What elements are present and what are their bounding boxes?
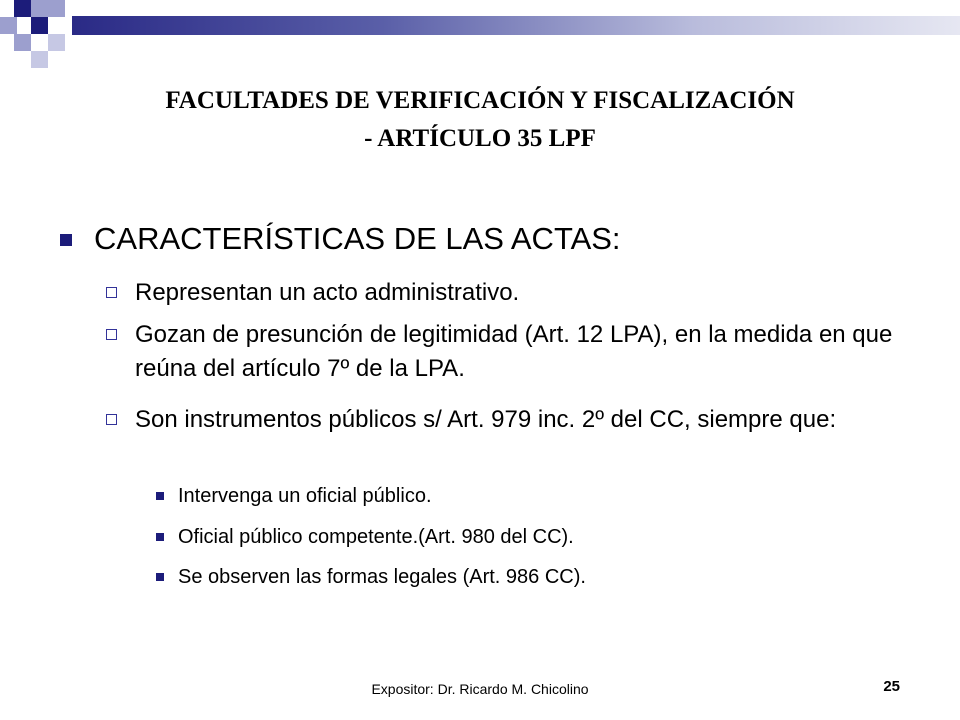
hollow-square-bullet-icon [106, 329, 117, 340]
header-square-dark [31, 17, 48, 34]
header-square-light [14, 34, 31, 51]
hollow-square-bullet-icon [106, 287, 117, 298]
list-item-text: Representan un acto administrativo. [135, 279, 520, 306]
hollow-square-bullet-icon [106, 414, 117, 425]
small-square-bullet-icon [156, 492, 164, 500]
sub-list-item-text: Oficial público competente.(Art. 980 del CC). [178, 526, 574, 548]
square-bullet-icon [60, 234, 72, 246]
list-item-text: Son instrumentos públicos s/ Art. 979 inc. 2º del CC, siempre que: [135, 406, 837, 433]
header-gradient-bar [72, 16, 960, 35]
slide-title [0, 82, 960, 158]
small-square-bullet-icon [156, 533, 164, 541]
header-square-light [31, 51, 48, 68]
sub-list-item-text: Intervenga un oficial público. [178, 485, 432, 507]
slide-title-line1: FACULTADES DE VERIFICACIÓN Y FISCALIZACIÓN [165, 87, 795, 114]
slide-footer: Expositor: Dr. Ricardo M. Chicolino [371, 681, 589, 697]
list-item-text: Gozan de presunción de legitimidad (Art. 12 LPA), en la medida en que reúna del artículo 7º de la LPA. [135, 321, 893, 382]
header-square-dark [14, 0, 31, 17]
slide-title-line2: - ARTÍCULO 35 LPF [364, 125, 596, 152]
heading-text: CARACTERÍSTICAS DE LAS ACTAS: [94, 221, 621, 256]
sub-list-item-text: Se observen las formas legales (Art. 986 CC). [178, 566, 586, 588]
page-number: 25 [883, 678, 900, 695]
header-square-light [0, 17, 17, 34]
small-square-bullet-icon [156, 573, 164, 581]
header-square-light [31, 0, 48, 17]
header-square-light [48, 34, 65, 51]
header-square-light [48, 0, 65, 17]
